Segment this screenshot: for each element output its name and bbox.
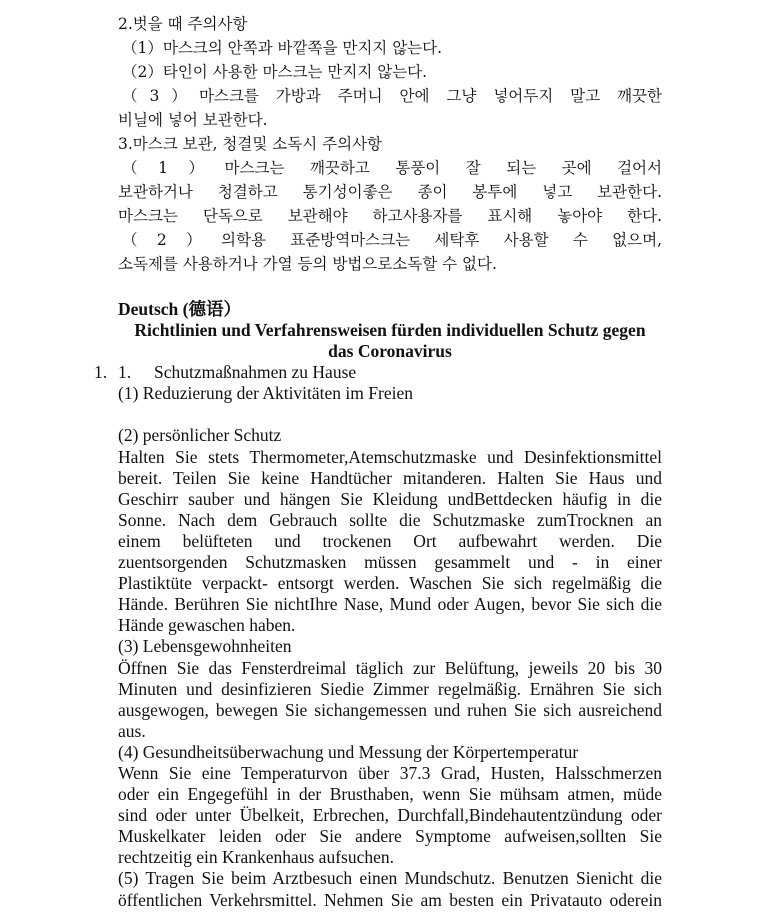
german-p2-line1: Halten Sie stets Thermometer,Atemschutzmaske und Desinfektionsmittel xyxy=(118,446,662,467)
german-sub-2: (2) persönlicher Schutz xyxy=(118,425,282,446)
korean-item-2-2: （2）타인이 사용한 마스크는 만지지 않는다. xyxy=(122,63,428,81)
german-section xyxy=(94,299,662,911)
german-p4-line5: rechtzeitig ein Krankenhaus aufsuchen. xyxy=(118,847,394,868)
list-item-title: Schutzmaßnahmen zu Hause xyxy=(154,362,357,383)
german-p3-line4: aus. xyxy=(118,720,146,741)
german-p4-line4: Muskelkater leiden oder Sie andere Symptome aufweisen,sollten Sie xyxy=(118,826,662,847)
german-p3-line1: Öffnen Sie das Fensterdreimal täglich zur Belüftung, jeweils 20 bis 30 xyxy=(118,657,662,678)
korean-item-2-3-line1: （3）마스크를 가방과 주머니 안에 그냥 넣어두지 말고 깨끗한 xyxy=(122,87,662,105)
german-p2-line9: Hände gewaschen haben. xyxy=(118,615,296,636)
korean-item-3-1-line1: （1）마스크는 깨끗하고 통풍이 잘 되는 곳에 걸어서 xyxy=(122,159,662,177)
list-number-outer: 1. xyxy=(94,362,108,383)
german-p2-line2: bereit. Teilen Sie keine Handtücher mitanderen. Halten Sie Haus und xyxy=(118,467,662,488)
german-p3-line2: Minuten und desinfizieren Siedie Zimmer regelmäßig. Ernähren Sie sich xyxy=(118,678,662,699)
korean-item-2-3-line2: 비닐에 넣어 보관한다. xyxy=(118,111,268,129)
korean-item-2-1: （1）마스크의 안쪽과 바깥쪽을 만지지 않는다. xyxy=(122,39,443,57)
korean-heading-2: 2.벗을 때 주의사항 xyxy=(118,15,248,33)
korean-item-3-2-line1: （2）의학용 표준방역마스크는 세탁후 사용할 수 없으며, xyxy=(122,231,662,249)
german-p3-line3: ausgewogen, bewegen Sie sichangemessen und ruhen Sie sich ausreichend xyxy=(118,699,662,720)
korean-section xyxy=(118,12,662,276)
korean-item-3-2-line2: 소독제를 사용하거나 가열 등의 방법으로소독할 수 없다. xyxy=(118,255,497,273)
list-number-inner: 1. xyxy=(118,362,132,383)
german-title-line2: das Coronavirus xyxy=(328,341,452,362)
german-sub-4: (4) Gesundheitsüberwachung und Messung der Körpertemperatur xyxy=(118,741,579,762)
blank-line xyxy=(118,404,662,425)
german-p4-line2: oder ein Engegefühl in der Brusthaben, wenn Sie mühsam atmen, müde xyxy=(118,784,662,805)
korean-item-3-1-line2: 보관하거나 청결하고 통기성이좋은 종이 봉투에 넣고 보관한다. xyxy=(118,183,662,201)
korean-item-3-1-line3: 마스크는 단독으로 보관해야 하고사용자를 표시해 놓아야 한다. xyxy=(118,207,662,225)
german-p2-line7: Plastiktüte verpackt- entsorgt werden. Waschen Sie sich regelmäßig die xyxy=(118,573,662,594)
german-title-line1: Richtlinien und Verfahrensweisen fürden individuellen Schutz gegen xyxy=(134,320,646,341)
german-sub-3: (3) Lebensgewohnheiten xyxy=(118,636,292,657)
german-sub-1: (1) Reduzierung der Aktivitäten im Freien xyxy=(118,383,413,404)
german-p2-line6: zuentsorgenden Schutzmasken müssen gesammelt und - in einer xyxy=(118,552,662,573)
german-section-label: Deutsch (德语） xyxy=(118,299,241,319)
german-p2-line8: Hände. Berühren Sie nichtIhre Nase, Mund oder Augen, bevor Sie sich die xyxy=(118,594,662,615)
german-sub-5-line2: öffentlichen Verkehrsmittel. Nehmen Sie am besten ein Privatauto oderein xyxy=(118,889,662,910)
german-p2-line4: Sonne. Nach dem Gebrauch sollte die Schutzmaske zumTrocknen an xyxy=(118,509,662,530)
german-list-item-1 xyxy=(94,362,662,383)
german-p4-line1: Wenn Sie eine Temperaturvon über 37.3 Grad, Husten, Halsschmerzen xyxy=(118,762,662,783)
german-sub-5-line1: (5) Tragen Sie beim Arztbesuch einen Mundschutz. Benutzen Sienicht die xyxy=(118,868,662,889)
german-p2-line3: Geschirr sauber und hängen Sie Kleidung undBettdecken häufig in die xyxy=(118,488,662,509)
german-p4-line3: sind oder unter Übelkeit, Erbrechen, Durchfall,Bindehautentzündung oder xyxy=(118,805,662,826)
korean-heading-3: 3.마스크 보관, 청결및 소독시 주의사항 xyxy=(118,135,383,153)
german-p2-line5: einem belüfteten und trockenen Ort aufbewahrt werden. Die xyxy=(118,530,662,551)
